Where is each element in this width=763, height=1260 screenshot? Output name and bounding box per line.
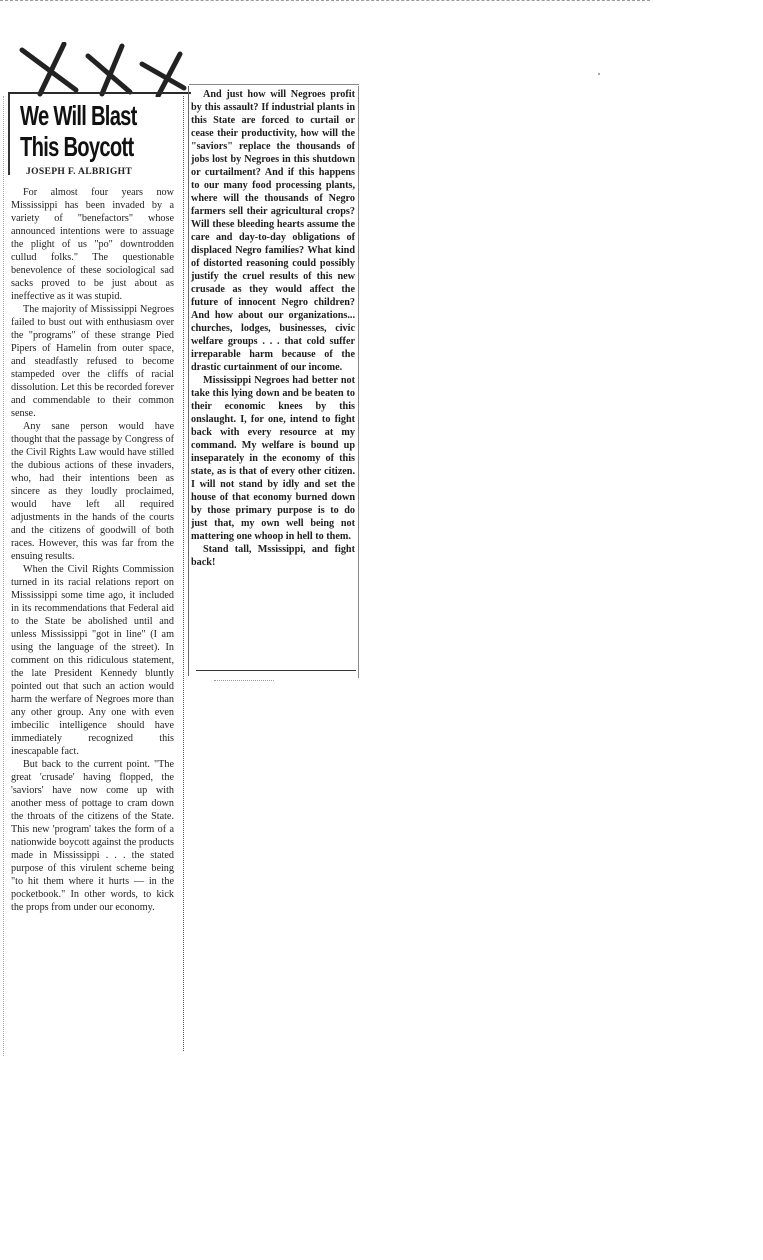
closing-line: Stand tall, Mssissippi, and fight back!: [191, 544, 355, 568]
paragraph: But back to the current point. "The great 'crusade' having flopped, the 'saviors' have now come up with another mess of pottage to cram down the throats of the citizens of the State. This new 'program' takes the form of a nationwide boycott against the products made in Mississippi . . . the stated purpose of this virulent scheme being "to hit them where it hurts — in the pocketbook." In other words, to kick the props from under our economy.: [11, 759, 174, 913]
column-divider: [183, 96, 184, 1051]
right-column: [191, 88, 355, 569]
clipping-top-rule: [8, 92, 191, 94]
paragraph: Any sane person would have thought that the passage by Congress of the Civil Rights Law would have stilled the dubious actions of these invaders, who, had their intentions been as sincere as they loudly proclaimed, would have left all required adjustments in the hands of the courts and the citizens of goodwill of both races. However, this was far from the ensuing results.: [11, 421, 174, 562]
handwritten-x-marks: [18, 42, 193, 97]
article-end-dots: [214, 680, 274, 681]
stray-dot: [598, 73, 600, 75]
right-column-right-border: [358, 86, 359, 678]
paragraph: And just how will Negroes profit by this assault? If industrial plants in this State are forced to curtail or cease their productivity, how will the "saviors" replace the thousands of jobs lost by Negroes in this shutdown or curtailment? And if this happens to our many food processing plants, where will the thousands of Negro farmers sell their agricultural crops? Will these bleeding hearts assume the care and day-to-day obligations of displaced Negro families? What kind of distorted reasoning could possibly justify the cruel results of this new crusade as they would affect the future of innocent Negro children? And how about our organizations... churches, lodges, businesses, civic welfare groups . . . that cold suffer irreparable harm because of the drastic curtainment of our income.: [191, 89, 355, 373]
left-column: [11, 186, 174, 914]
article-end-rule: [196, 670, 356, 671]
right-column-top-rule: [189, 84, 359, 85]
paragraph: When the Civil Rights Commission turned in its racial relations report on Mississippi some time ago, it included in its recommendations that Federal aid to the State be abolished until and unless Mississippi "got in line" (I am using the language of the street). In comment on this ridiculous statement, the late President Kennedy bluntly pointed out that such an action would harm the werfare of Negroes more than any other group. Any one with even imbecilic intelligence should have immediately recognized this inescapable fact.: [11, 564, 174, 757]
headline-side-bar: [8, 93, 10, 175]
page-top-dotted-edge: [0, 0, 650, 1]
clipping-left-edge: [3, 96, 4, 1056]
paragraph: Mississippi Negroes had better not take this lying down and be beaten to their economic knees by this onslaught. I, for one, intend to fight back with every resource at my command. My welfare is bound up inseparately in the economy of this state, as is that of every other citizen. I will not stand by idly and set the house of that economy burned down by those primary purpose is to do just that, my own well being not mattering one whoop in hell to them.: [191, 375, 355, 542]
paragraph: The majority of Mississippi Negroes failed to bust out with enthusiasm over the "programs" of these strange Pied Pipers of Hamelin from outer space, and steadfastly refused to become stampeded over the cliffs of racial dissolution. Let this be recorded forever and commendable to their common sense.: [11, 304, 174, 419]
paragraph: For almost four years now Mississippi has been invaded by a variety of "benefactors" whose announced intentions were to assuage the plight of us "po" downtrodden cullud folks." The questionable benevolence of these sociological sad sacks proved to be just about as ineffective as it was stupid.: [11, 187, 174, 302]
headline-line-1: We Will Blast: [20, 100, 137, 131]
headline: [20, 100, 135, 162]
byline: JOSEPH F. ALBRIGHT: [26, 166, 133, 177]
headline-line-2: This Boycott: [20, 131, 134, 162]
right-column-left-border: [188, 86, 189, 676]
